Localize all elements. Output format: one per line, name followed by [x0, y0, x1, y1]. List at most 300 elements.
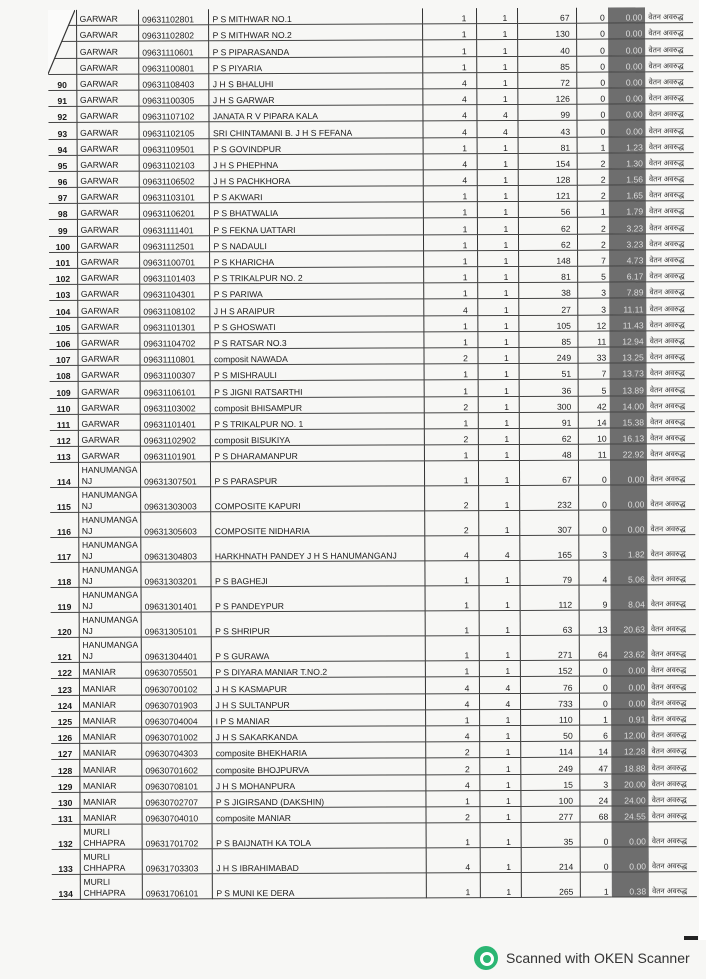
value-col-2: 4 [479, 536, 520, 561]
block-name: MANIAR [79, 711, 141, 727]
value-col-2: 1 [480, 758, 521, 774]
count-value: 42 [578, 396, 610, 412]
value-col-1: 4 [423, 89, 477, 105]
serial-number: 109 [50, 382, 78, 398]
value-col-1: 1 [425, 445, 479, 461]
ratio-value: 1.56 [608, 169, 646, 185]
count-value: 9 [579, 585, 611, 610]
status-text: वेतन अवरुद्ध [646, 249, 694, 265]
table-row [51, 610, 696, 638]
value-col-2: 1 [480, 725, 521, 741]
school-name: P S JIGNI RATSARTHI [211, 380, 425, 397]
value-col-2: 1 [477, 40, 518, 56]
count-value: 2 [577, 217, 609, 233]
value-col-1: 1 [423, 40, 477, 56]
school-code: 09631100305 [139, 90, 210, 106]
school-name: P S SHRIPUR [212, 611, 426, 637]
student-count: 76 [521, 677, 579, 693]
ratio-value: 0.00 [611, 693, 649, 709]
school-name: P S PIYARIA [209, 56, 423, 73]
school-name: P S PIPARASANDA [209, 40, 423, 57]
table-row [51, 635, 696, 663]
school-code: 09631301401 [141, 587, 212, 612]
student-count: 91 [520, 412, 578, 428]
value-col-1: 1 [426, 873, 480, 898]
value-col-1: 1 [423, 56, 477, 72]
count-value: 11 [577, 331, 609, 347]
ratio-value: 11.11 [609, 298, 647, 314]
value-col-2: 1 [480, 636, 521, 661]
serial-number: 91 [48, 90, 76, 106]
student-count: 51 [519, 363, 577, 379]
value-col-1: 1 [424, 331, 478, 347]
value-col-2: 1 [478, 186, 519, 202]
value-col-1: 1 [424, 364, 478, 380]
ratio-value: 16.13 [610, 428, 648, 444]
value-col-1: 1 [424, 315, 478, 331]
value-col-1: 1 [425, 611, 479, 636]
ratio-value: 20.00 [611, 773, 649, 789]
count-value: 3 [578, 535, 610, 560]
value-col-2: 1 [479, 412, 520, 428]
ratio-value: 0.00 [611, 660, 649, 676]
block-name: GARWAR [76, 58, 138, 74]
ratio-value: 1.23 [608, 136, 646, 152]
serial-number: 113 [50, 446, 78, 462]
value-col-2: 1 [481, 873, 522, 898]
ratio-value: 6.17 [609, 266, 647, 282]
count-value: 24 [579, 790, 611, 806]
count-value: 0 [576, 39, 608, 55]
count-value: 2 [577, 185, 609, 201]
serial-number: 98 [49, 204, 77, 220]
student-count: 43 [518, 121, 576, 137]
ratio-value: 7.89 [609, 282, 647, 298]
block-name: MANIAR [79, 759, 141, 775]
serial-number: 95 [49, 155, 77, 171]
school-code: 09631307501 [140, 462, 211, 487]
count-value: 7 [577, 250, 609, 266]
school-code: 09631102802 [139, 25, 210, 41]
block-name: HANUMANGA NJ [78, 537, 140, 562]
block-name: GARWAR [78, 349, 140, 365]
serial-number: 134 [52, 874, 80, 899]
block-name: MANIAR [80, 808, 142, 824]
school-name: P S BHATWALIA [210, 202, 424, 219]
ratio-value: 13.25 [609, 347, 647, 363]
ratio-value: 1.65 [609, 185, 647, 201]
count-value: 1 [580, 872, 612, 897]
block-name: GARWAR [76, 10, 138, 26]
status-text: वेतन अवरुद्ध [648, 535, 696, 560]
value-col-1: 1 [424, 234, 478, 250]
block-name: MANIAR [79, 695, 141, 711]
student-count: 165 [520, 535, 578, 560]
school-code: 09630704010 [142, 808, 213, 824]
school-name: P S AKWARI [210, 186, 424, 203]
school-code: 09631102105 [139, 122, 210, 138]
student-count: 300 [519, 396, 577, 412]
value-col-2: 1 [480, 661, 521, 677]
ratio-value: 24.55 [611, 806, 649, 822]
serial-number: 105 [49, 317, 77, 333]
student-count: 121 [519, 185, 577, 201]
serial-number: 111 [50, 414, 78, 430]
block-name: HANUMANGA NJ [79, 587, 141, 612]
ratio-value: 24.00 [611, 790, 649, 806]
school-name: P S NADAULI [210, 234, 424, 251]
student-count: 130 [518, 23, 576, 39]
count-value: 7 [578, 363, 610, 379]
value-col-2: 4 [477, 121, 518, 137]
status-text: वेतन अवरुद्ध [648, 741, 696, 757]
value-col-2: 1 [480, 611, 521, 636]
count-value: 5 [578, 379, 610, 395]
serial-number: 115 [50, 488, 78, 513]
status-text: वेतन अवरुद्ध [648, 635, 696, 660]
status-text: वेतन अवरुद्ध [646, 71, 694, 87]
status-text: वेतन अवरुद्ध [648, 676, 696, 692]
value-col-2: 1 [480, 709, 521, 725]
school-name: P S PANDEYPUR [211, 586, 425, 612]
serial-number: 128 [51, 760, 79, 776]
table-row [51, 585, 696, 613]
value-col-2: 1 [478, 218, 519, 234]
serial-number: 94 [49, 139, 77, 155]
school-name: J H S PACHKHORA [210, 170, 424, 187]
value-col-2: 1 [478, 169, 519, 185]
school-code: 09631102902 [140, 430, 211, 446]
student-count: 67 [520, 460, 578, 485]
count-value: 68 [580, 806, 612, 822]
count-value: 0 [576, 23, 608, 39]
block-name: MURLI CHHAPRA [80, 874, 142, 899]
status-text: वेतन अवरुद्ध [649, 822, 697, 847]
count-value: 2 [577, 153, 609, 169]
school-code: 09630704004 [142, 711, 213, 727]
school-name: J H S GARWAR [209, 89, 423, 106]
block-name: GARWAR [77, 187, 139, 203]
count-value: 14 [578, 412, 610, 428]
school-code: 09631303003 [141, 487, 212, 512]
ratio-value: 0.00 [608, 104, 646, 120]
student-count: 307 [520, 510, 578, 535]
table-row [50, 485, 695, 513]
value-col-1: 1 [425, 586, 479, 611]
status-text: वेतन अवरुद्ध [647, 395, 695, 411]
school-name: P S MITHWAR NO.1 [209, 8, 423, 25]
student-count: 105 [519, 315, 577, 331]
value-col-1: 2 [425, 428, 479, 444]
count-value: 0 [580, 822, 612, 847]
status-text: वेतन अवरुद्ध [646, 152, 694, 168]
student-count: 249 [519, 347, 577, 363]
student-count: 100 [521, 790, 579, 806]
status-text: वेतन अवरुद्ध [648, 692, 696, 708]
school-code: 09631701702 [142, 824, 213, 849]
ratio-value: 0.00 [608, 23, 646, 39]
value-col-2: 1 [479, 561, 520, 586]
value-col-2: 1 [479, 445, 520, 461]
block-name: MANIAR [80, 792, 142, 808]
school-name: P S DHARAMANPUR [211, 445, 425, 462]
value-col-2: 1 [477, 88, 518, 104]
school-name: P S MITHWAR NO.2 [209, 24, 423, 41]
value-col-2: 1 [477, 8, 518, 24]
value-col-1: 1 [424, 283, 478, 299]
ratio-value: 22.92 [610, 444, 648, 460]
serial-number: 129 [51, 776, 79, 792]
status-text: वेतन अवरुद्ध [649, 872, 697, 897]
value-col-2: 1 [479, 428, 520, 444]
school-name: composite BHEKHARIA [212, 742, 426, 759]
count-value: 4 [578, 560, 610, 585]
value-col-2: 1 [480, 790, 521, 806]
block-name: HANUMANGA NJ [78, 512, 140, 537]
status-text: वेतन अवरुद्ध [646, 201, 694, 217]
school-name: P S TRIKALPUR NO. 2 [210, 267, 424, 284]
school-code: 09631100801 [139, 57, 210, 73]
block-name: MANIAR [79, 776, 141, 792]
block-name: GARWAR [77, 155, 139, 171]
student-count: 27 [519, 299, 577, 315]
school-name: I P S MANIAR [212, 710, 426, 727]
serial-number: 123 [51, 679, 79, 695]
serial-number: 117 [50, 538, 78, 563]
student-count: 35 [521, 822, 579, 847]
student-count: 85 [518, 56, 576, 72]
ratio-value: 0.00 [610, 460, 648, 485]
school-code: 09631106201 [139, 203, 210, 219]
status-text: वेतन अवरुद्ध [649, 806, 697, 822]
count-value: 1 [577, 137, 609, 153]
ratio-value: 0.00 [608, 88, 646, 104]
value-col-2: 1 [478, 347, 519, 363]
school-code: 09631100307 [140, 365, 211, 381]
ratio-value: 0.00 [608, 7, 646, 23]
school-code: 09631303201 [141, 562, 212, 587]
table-row [52, 822, 697, 850]
school-code: 09631100701 [140, 252, 211, 268]
school-code: 09631106502 [139, 171, 210, 187]
value-col-1: 1 [423, 186, 477, 202]
status-text: वेतन अवरुद्ध [649, 773, 697, 789]
value-col-1: 1 [424, 218, 478, 234]
student-count: 67 [518, 8, 576, 24]
value-col-1: 1 [423, 24, 477, 40]
school-code: 09630704303 [142, 743, 213, 759]
school-code: 09631104702 [140, 333, 211, 349]
student-count: 15 [521, 774, 579, 790]
ratio-value: 0.00 [608, 72, 646, 88]
school-code: 09631101401 [140, 413, 211, 429]
value-col-2: 1 [477, 72, 518, 88]
student-count: 277 [521, 806, 579, 822]
block-name: GARWAR [77, 268, 139, 284]
value-col-1: 2 [426, 758, 480, 774]
status-text: वेतन अवरुद्ध [646, 136, 694, 152]
value-col-1: 1 [425, 636, 479, 661]
student-count: 72 [518, 72, 576, 88]
value-col-2: 1 [478, 299, 519, 315]
school-table-sheet [48, 10, 693, 900]
status-text: वेतन अवरुद्ध [647, 444, 695, 460]
status-text: वेतन अवरुद्ध [646, 104, 694, 120]
school-name: P S PARASPUR [211, 461, 425, 487]
ratio-value: 3.23 [609, 234, 647, 250]
block-name: GARWAR [78, 398, 140, 414]
count-value: 0 [576, 8, 608, 24]
value-col-2: 1 [479, 586, 520, 611]
school-name: COMPOSITE NIDHARIA [211, 511, 425, 537]
student-count: 38 [519, 282, 577, 298]
value-col-2: 1 [479, 461, 520, 486]
status-text: वेतन अवरुद्ध [646, 282, 694, 298]
status-text: वेतन अवरुद्ध [645, 7, 693, 23]
ratio-value: 12.00 [611, 725, 649, 741]
status-text: वेतन अवरुद्ध [647, 347, 695, 363]
count-value: 13 [579, 610, 611, 635]
serial-number: 127 [51, 744, 79, 760]
school-code: 09630701002 [142, 727, 213, 743]
block-name: GARWAR [77, 220, 139, 236]
status-text: वेतन अवरुद्ध [645, 55, 693, 71]
count-value: 0 [576, 56, 608, 72]
school-code: 09631109501 [139, 138, 210, 154]
block-name: MANIAR [79, 679, 141, 695]
status-text: वेतन अवरुद्ध [648, 660, 696, 676]
block-name: HANUMANGA NJ [78, 462, 140, 487]
student-count: 85 [519, 331, 577, 347]
ratio-value: 23.62 [610, 635, 648, 660]
value-col-1: 4 [426, 677, 480, 693]
student-count: 232 [520, 485, 578, 510]
count-value: 0 [579, 693, 611, 709]
block-name: HANUMANGA NJ [79, 562, 141, 587]
student-count: 63 [520, 610, 578, 635]
count-value: 3 [577, 298, 609, 314]
value-col-1: 4 [425, 536, 479, 561]
block-name: GARWAR [78, 446, 140, 462]
status-text: वेतन अवरुद्ध [649, 789, 697, 805]
serial-number: 118 [50, 563, 78, 588]
school-name: P S BAGHEJI [211, 561, 425, 587]
block-name: GARWAR [77, 203, 139, 219]
watermark-text: Scanned with OKEN Scanner [506, 950, 690, 966]
block-name: GARWAR [77, 300, 139, 316]
block-name: GARWAR [76, 74, 138, 90]
block-name: GARWAR [78, 430, 140, 446]
status-text: वेतन अवरुद्ध [647, 485, 695, 510]
status-text: वेतन अवरुद्ध [645, 23, 693, 39]
value-col-1: 1 [424, 267, 478, 283]
school-name: P S TRIKALPUR NO. 1 [211, 413, 425, 430]
count-value: 14 [579, 741, 611, 757]
value-col-1: 1 [426, 790, 480, 806]
serial-number: 100 [49, 236, 77, 252]
student-count: 99 [518, 104, 576, 120]
value-col-2: 1 [477, 56, 518, 72]
student-count: 110 [521, 709, 579, 725]
serial-number: 131 [51, 808, 79, 824]
status-text: वेतन अवरुद्ध [646, 266, 694, 282]
serial-number: 102 [49, 268, 77, 284]
value-col-2: 1 [480, 774, 521, 790]
value-col-2: 1 [479, 511, 520, 536]
school-name: COMPOSITE KAPURI [211, 486, 425, 512]
value-col-1: 4 [423, 105, 477, 121]
ratio-value: 12.94 [609, 331, 647, 347]
status-text: वेतन अवरुद्ध [647, 298, 695, 314]
school-name: P S FEKNA UATTARI [210, 218, 424, 235]
school-code: 09631106101 [140, 381, 211, 397]
school-name: P S RATSAR NO.3 [210, 332, 424, 349]
status-text: वेतन अवरुद्ध [647, 510, 695, 535]
ratio-value: 1.79 [609, 201, 647, 217]
serial-number: 93 [48, 123, 76, 139]
serial-number: 133 [52, 849, 80, 874]
school-code: 09631110601 [139, 41, 210, 57]
value-col-2: 1 [479, 396, 520, 412]
serial-number: 116 [50, 513, 78, 538]
status-text: वेतन अवरुद्ध [648, 560, 696, 585]
count-value: 0 [577, 120, 609, 136]
block-name: GARWAR [77, 252, 139, 268]
ratio-value: 8.04 [610, 585, 648, 610]
student-count: 152 [521, 660, 579, 676]
school-name: P S GURAWA [212, 636, 426, 662]
count-value: 11 [578, 444, 610, 460]
value-col-1: 1 [423, 137, 477, 153]
ratio-value: 14.00 [609, 395, 647, 411]
school-name: P S GHOSWATI [210, 315, 424, 332]
ratio-value: 0.00 [611, 847, 649, 872]
value-col-2: 1 [478, 266, 519, 282]
value-col-1: 4 [426, 726, 480, 742]
school-name: P S BAIJNATH KA TOLA [213, 823, 427, 849]
serial-number: 99 [49, 220, 77, 236]
block-name: MANIAR [79, 727, 141, 743]
student-count: 112 [520, 585, 578, 610]
student-count: 126 [518, 88, 576, 104]
serial-number: 122 [51, 663, 79, 679]
school-code: 09630702707 [142, 792, 213, 808]
student-count: 62 [519, 218, 577, 234]
value-col-2: 1 [478, 331, 519, 347]
student-count: 50 [521, 725, 579, 741]
block-name: GARWAR [77, 317, 139, 333]
value-col-2: 1 [479, 380, 520, 396]
ratio-value: 0.91 [611, 709, 649, 725]
school-name: P S DIYARA MANIAR T.NO.2 [212, 661, 426, 678]
count-value: 0 [576, 72, 608, 88]
count-value: 0 [579, 676, 611, 692]
status-text: वेतन अवरुद्ध [649, 847, 697, 872]
school-code: 09630701602 [142, 759, 213, 775]
student-count: 62 [520, 428, 578, 444]
count-value: 2 [577, 169, 609, 185]
serial-number: 124 [51, 695, 79, 711]
value-col-1: 2 [426, 742, 480, 758]
block-name: GARWAR [76, 90, 138, 106]
student-count: 62 [519, 234, 577, 250]
school-code: 09631112501 [140, 235, 211, 251]
school-code: 09631103101 [139, 187, 210, 203]
school-code: 09631305603 [141, 512, 212, 537]
student-count: 128 [518, 169, 576, 185]
serial-number: 107 [49, 349, 77, 365]
block-name: GARWAR [78, 414, 140, 430]
